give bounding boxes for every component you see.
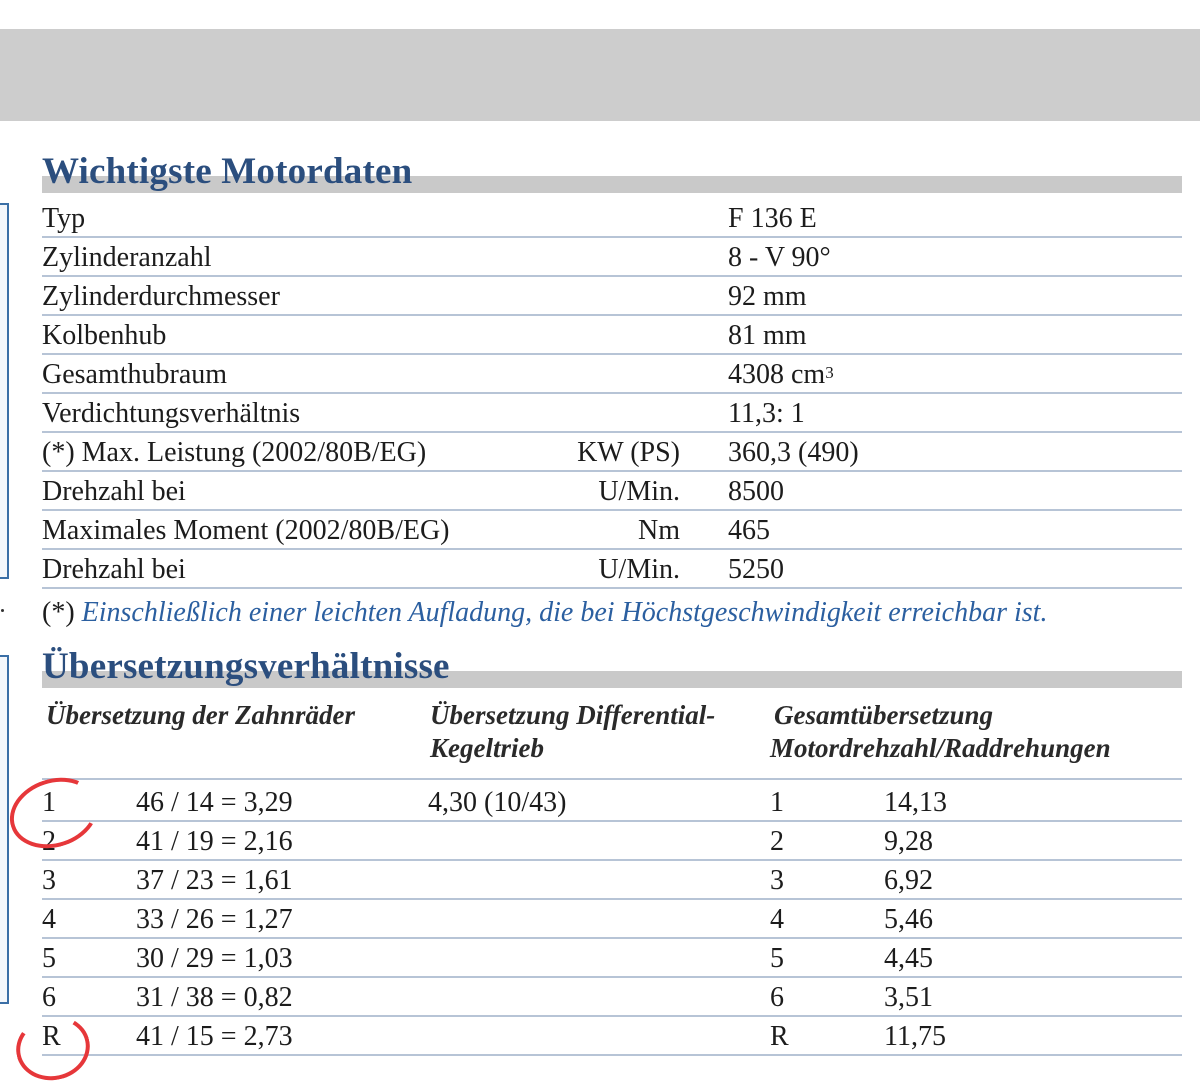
row-value: 81 mm bbox=[728, 320, 807, 351]
header-differential bbox=[430, 699, 715, 765]
gears-section-title: Übersetzungsverhältnisse bbox=[42, 646, 450, 687]
footnote bbox=[42, 596, 1047, 630]
table-row bbox=[42, 976, 1182, 1017]
row-value: 8 - V 90° bbox=[728, 242, 831, 273]
row-value: 11,3: 1 bbox=[728, 398, 805, 429]
row-value: 465 bbox=[728, 515, 770, 546]
header-gear-ratio: Übersetzung der Zahnräder bbox=[46, 700, 356, 730]
engine-section-title: Wichtigste Motordaten bbox=[42, 151, 413, 192]
gear-number: 4 bbox=[42, 904, 56, 935]
header-rule bbox=[42, 778, 1182, 780]
gear-number: 3 bbox=[42, 865, 56, 896]
table-row bbox=[42, 353, 1182, 394]
row-label: Kolbenhub bbox=[42, 320, 167, 351]
header-differential-line1: Übersetzung Differential- bbox=[430, 700, 716, 730]
total-ratio: 5,46 bbox=[884, 904, 933, 935]
top-gray-band bbox=[0, 29, 1200, 121]
left-page-edge-lower bbox=[0, 655, 9, 1004]
differential-ratio: 4,30 (10/43) bbox=[428, 787, 567, 818]
total-gear-number: 4 bbox=[770, 904, 784, 935]
row-value: 360,3 (490) bbox=[728, 437, 859, 468]
displacement-value: 4308 cm bbox=[728, 359, 826, 390]
row-label: Zylinderdurchmesser bbox=[42, 281, 280, 312]
gear-number: 1 bbox=[42, 787, 56, 818]
row-value: 92 mm bbox=[728, 281, 807, 312]
footnote-marker: (*) bbox=[42, 597, 75, 628]
total-gear-number: R bbox=[770, 1021, 789, 1052]
table-row bbox=[42, 236, 1182, 277]
row-label: Typ bbox=[42, 203, 86, 234]
gear-ratio: 37 / 23 = 1,61 bbox=[136, 865, 293, 896]
row-label: Verdichtungsverhältnis bbox=[42, 398, 301, 429]
gear-ratio: 31 / 38 = 0,82 bbox=[136, 982, 293, 1013]
edge-dot bbox=[1, 609, 4, 612]
row-value: F 136 E bbox=[728, 203, 817, 234]
total-ratio: 9,28 bbox=[884, 826, 933, 857]
footnote-text: Einschließlich einer leichten Aufladung, die bei Höchstgeschwindigkeit erreichbar ist. bbox=[81, 597, 1048, 628]
total-gear-number: 6 bbox=[770, 982, 784, 1013]
row-label: (*) Max. Leistung (2002/80B/EG) bbox=[42, 437, 427, 468]
total-gear-number: 5 bbox=[770, 943, 784, 974]
table-row bbox=[42, 820, 1182, 861]
table-row bbox=[42, 509, 1182, 550]
total-ratio: 4,45 bbox=[884, 943, 933, 974]
row-label: Maximales Moment (2002/80B/EG) bbox=[42, 515, 450, 546]
table-row bbox=[42, 781, 1182, 822]
table-row bbox=[42, 431, 1182, 472]
row-value bbox=[728, 358, 834, 392]
gear-ratio: 41 / 19 = 2,16 bbox=[136, 826, 293, 857]
left-page-edge-upper bbox=[0, 203, 9, 579]
row-unit: U/Min. bbox=[598, 554, 680, 585]
row-label: Drehzahl bei bbox=[42, 554, 186, 585]
cubic-superscript: 3 bbox=[825, 363, 834, 382]
table-row bbox=[42, 275, 1182, 316]
gear-number: R bbox=[42, 1021, 61, 1052]
table-row bbox=[42, 197, 1182, 238]
total-gear-number: 2 bbox=[770, 826, 784, 857]
table-row bbox=[42, 470, 1182, 511]
total-ratio: 14,13 bbox=[884, 787, 947, 818]
row-unit: U/Min. bbox=[598, 476, 680, 507]
table-row bbox=[42, 937, 1182, 978]
total-ratio: 3,51 bbox=[884, 982, 933, 1013]
total-ratio: 11,75 bbox=[884, 1021, 946, 1052]
table-row bbox=[42, 859, 1182, 900]
table-row bbox=[42, 548, 1182, 589]
table-row bbox=[42, 1015, 1182, 1056]
gear-number: 5 bbox=[42, 943, 56, 974]
gear-ratio: 33 / 26 = 1,27 bbox=[136, 904, 293, 935]
table-row bbox=[42, 898, 1182, 939]
row-unit: KW (PS) bbox=[577, 437, 680, 468]
row-label: Drehzahl bei bbox=[42, 476, 186, 507]
header-total-line2: Motordrehzahl/Raddrehungen bbox=[770, 733, 1111, 763]
table-row bbox=[42, 314, 1182, 355]
gear-number: 2 bbox=[42, 826, 56, 857]
gear-ratio: 30 / 29 = 1,03 bbox=[136, 943, 293, 974]
gear-ratio: 46 / 14 = 3,29 bbox=[136, 787, 293, 818]
total-gear-number: 1 bbox=[770, 787, 784, 818]
table-row bbox=[42, 392, 1182, 433]
header-total-line1: Gesamtübersetzung bbox=[774, 700, 994, 730]
row-value: 8500 bbox=[728, 476, 784, 507]
header-differential-line2: Kegeltrieb bbox=[430, 733, 544, 763]
row-label: Gesamthubraum bbox=[42, 359, 228, 390]
total-gear-number: 3 bbox=[770, 865, 784, 896]
gear-ratio: 41 / 15 = 2,73 bbox=[136, 1021, 293, 1052]
gear-number: 6 bbox=[42, 982, 56, 1013]
header-total bbox=[770, 699, 1111, 765]
row-unit: Nm bbox=[638, 515, 680, 546]
row-label: Zylinderanzahl bbox=[42, 242, 212, 273]
row-value: 5250 bbox=[728, 554, 784, 585]
total-ratio: 6,92 bbox=[884, 865, 933, 896]
